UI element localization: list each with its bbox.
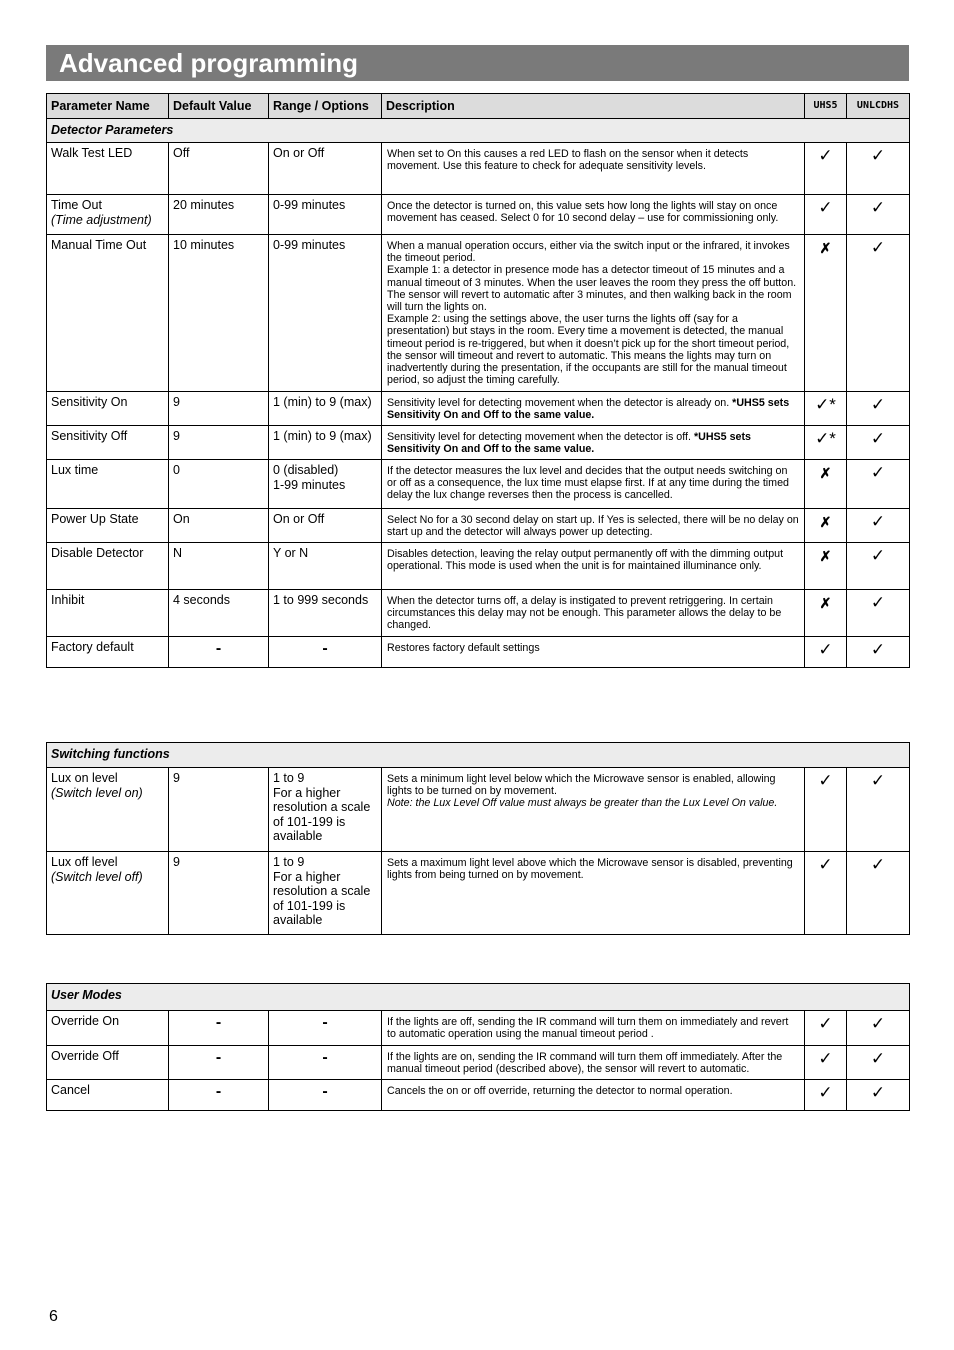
description: If the detector measures the lux level and decides that the output needs switching on or off as a consequence, the lux time must elapse first. If at any time during the timed delay the lux change reverses then the process is cancelled. (382, 460, 805, 509)
default-value: 20 minutes (169, 195, 269, 235)
default-value: On (169, 509, 269, 543)
param-subname: (Switch level off) (51, 869, 143, 884)
default-value: - (169, 1046, 269, 1080)
param-name: Inhibit (47, 590, 169, 637)
param-name: Lux off level (51, 855, 118, 869)
default-value: 9 (169, 392, 269, 426)
range-value-2: For a higher resolution a scale of 101-199 is available (273, 785, 371, 843)
description (382, 426, 805, 460)
table-row (47, 426, 910, 460)
unlcdhs-check-icon: ✓ (847, 195, 910, 235)
section-title: User Modes (47, 984, 910, 1011)
default-value: Off (169, 143, 269, 195)
uhs5-check-star-icon: ✓* (805, 392, 847, 426)
page-title: Advanced programming (46, 45, 909, 81)
description-text: Sensitivity level for detecting movement when the detector is off. (387, 431, 694, 443)
param-name: Cancel (47, 1080, 169, 1111)
param-name: Sensitivity Off (47, 426, 169, 460)
uhs5-cross-icon (805, 509, 847, 543)
param-name: Lux time (47, 460, 169, 509)
table-row (47, 590, 910, 637)
table-row (47, 637, 910, 668)
range-value: 1 to 9 (273, 771, 305, 785)
uhs5-check-star-icon: ✓* (805, 426, 847, 460)
range-cell (269, 460, 382, 509)
header-uhs5: UHS5 (805, 94, 847, 119)
page-number: 6 (49, 1308, 58, 1325)
table-row (47, 1046, 910, 1080)
uhs5-cross-icon (805, 590, 847, 637)
cross-icon: ✗ (819, 465, 832, 481)
description (382, 235, 805, 392)
uhs5-check-icon: ✓ (805, 637, 847, 668)
switching-functions-table (46, 742, 910, 935)
param-name: Lux on level (51, 771, 118, 785)
cross-icon: ✗ (819, 514, 832, 530)
description-text: Sensitivity level for detecting movement when the detector is already on. (387, 397, 733, 409)
uhs5-cross-icon (805, 460, 847, 509)
uhs5-check-icon: ✓ (805, 1080, 847, 1111)
range-value: 1 to 999 seconds (269, 590, 382, 637)
table-row (47, 460, 910, 509)
unlcdhs-check-icon: ✓ (847, 460, 910, 509)
range-cell (269, 768, 382, 852)
range-value: On or Off (269, 509, 382, 543)
param-subname: (Switch level on) (51, 785, 143, 800)
table-row (47, 1011, 910, 1046)
param-name: Override On (47, 1011, 169, 1046)
description: Select No for a 30 second delay on start up. If Yes is selected, there will be no delay on start up and the detector will always power up detecting. (382, 509, 805, 543)
param-name: Override Off (47, 1046, 169, 1080)
uhs5-check-icon: ✓ (805, 143, 847, 195)
range-value: 1 (min) to 9 (max) (269, 426, 382, 460)
param-subname: (Time adjustment) (51, 212, 152, 227)
param-name: Factory default (47, 637, 169, 668)
range-value: On or Off (269, 143, 382, 195)
range-value: - (269, 1046, 382, 1080)
default-value: - (169, 1080, 269, 1111)
description-line: When a manual operation occurs, either via the switch input or the infrared, it invokes the timeout period. (387, 240, 790, 265)
section-row (47, 984, 910, 1011)
uhs5-check-icon: ✓ (805, 195, 847, 235)
uhs5-check-icon: ✓ (805, 1011, 847, 1046)
default-value: 9 (169, 852, 269, 935)
section-row (47, 119, 910, 143)
description: Once the detector is turned on, this value sets how long the lights will stay on once movement has ceased. Select 0 for 10 second delay – use for commissioning only. (382, 195, 805, 235)
range-value: 0-99 minutes (269, 195, 382, 235)
unlcdhs-check-icon: ✓ (847, 637, 910, 668)
description: If the lights are off, sending the IR command will turn them on immediately and revert to automatic operation using the manual timeout period . (382, 1011, 805, 1046)
unlcdhs-check-icon: ✓ (847, 1011, 910, 1046)
range-value: - (269, 637, 382, 668)
range-value: 0 (disabled) (273, 463, 339, 477)
uhs5-check-icon: ✓ (805, 768, 847, 852)
param-cell (47, 852, 169, 935)
param-cell (47, 768, 169, 852)
unlcdhs-check-icon: ✓ (847, 543, 910, 590)
unlcdhs-check-icon: ✓ (847, 1046, 910, 1080)
description: Disables detection, leaving the relay output permanently off with the dimming output operational. This mode is used when the unit is for maintained illuminance only. (382, 543, 805, 590)
range-value: - (269, 1080, 382, 1111)
section-title: Switching functions (47, 743, 910, 768)
table-header-row (47, 94, 910, 119)
range-value: Y or N (269, 543, 382, 590)
cross-icon: ✗ (819, 548, 832, 564)
default-value: 9 (169, 768, 269, 852)
detector-parameters-table (46, 93, 910, 668)
description: Cancels the on or off override, returning the detector to normal operation. (382, 1080, 805, 1111)
uhs5-check-icon: ✓ (805, 1046, 847, 1080)
unlcdhs-check-icon: ✓ (847, 426, 910, 460)
uhs5-check-icon: ✓ (805, 852, 847, 935)
header-description: Description (382, 94, 805, 119)
description (382, 768, 805, 852)
description-text: Sets a minimum light level below which the Microwave sensor is enabled, allowing lights to be turned on by movement. (387, 773, 776, 798)
description-note: Note: the Lux Level Off value must always be greater than the Lux Level On value. (387, 797, 778, 810)
default-value: N (169, 543, 269, 590)
table-row (47, 852, 910, 935)
header-range-options: Range / Options (269, 94, 382, 119)
description-line: Example 1: a detector in presence mode has a detector timeout of 15 minutes and a manual timeout of 3 minutes. When the user leaves the room they press the off button. The sensor will revert to automatic after 3 minutes, and then walking back in the room will turn the lights on. (387, 264, 797, 314)
description: When the detector turns off, a delay is instigated to prevent retriggering. In certain circumstances this delay may not be enough. This parameter allows the delay to be changed. (382, 590, 805, 637)
header-parameter-name: Parameter Name (47, 94, 169, 119)
description-note: *UHS5 sets Sensitivity On and Off to the same value. (387, 397, 790, 422)
default-value: 0 (169, 460, 269, 509)
unlcdhs-check-icon: ✓ (847, 1080, 910, 1111)
range-value-2: For a higher resolution a scale of 101-199 is available (273, 869, 371, 927)
description-note: *UHS5 sets Sensitivity On and Off to the same value. (387, 431, 751, 456)
range-value-2: 1-99 minutes (273, 477, 346, 492)
table-row (47, 195, 910, 235)
default-value: 9 (169, 426, 269, 460)
table-row (47, 143, 910, 195)
default-value: - (169, 637, 269, 668)
user-modes-table (46, 983, 910, 1111)
param-cell (47, 195, 169, 235)
unlcdhs-check-icon: ✓ (847, 143, 910, 195)
unlcdhs-check-icon: ✓ (847, 392, 910, 426)
section-title: Detector Parameters (47, 119, 910, 143)
description: When set to On this causes a red LED to flash on the sensor when it detects movement. Use this feature to check for adequate sensitivity levels. (382, 143, 805, 195)
param-name: Power Up State (47, 509, 169, 543)
unlcdhs-check-icon: ✓ (847, 509, 910, 543)
table-row (47, 509, 910, 543)
description: If the lights are on, sending the IR command will turn them off immediately. After the manual timeout period (described above), the sensor will revert to automatic. (382, 1046, 805, 1080)
range-value: 1 to 9 (273, 855, 305, 869)
table-row (47, 1080, 910, 1111)
unlcdhs-check-icon: ✓ (847, 235, 910, 392)
uhs5-cross-icon (805, 543, 847, 590)
description: Restores factory default settings (382, 637, 805, 668)
uhs5-cross-icon (805, 235, 847, 392)
default-value: - (169, 1011, 269, 1046)
cross-icon: ✗ (819, 240, 832, 256)
header-unlcdhs: UNLCDHS (847, 94, 910, 119)
param-name: Time Out (51, 198, 102, 212)
range-cell (269, 852, 382, 935)
unlcdhs-check-icon: ✓ (847, 852, 910, 935)
unlcdhs-check-icon: ✓ (847, 768, 910, 852)
range-value: 1 (min) to 9 (max) (269, 392, 382, 426)
cross-icon: ✗ (819, 595, 832, 611)
table-row (47, 392, 910, 426)
param-name: Sensitivity On (47, 392, 169, 426)
default-value: 10 minutes (169, 235, 269, 392)
range-value: - (269, 1011, 382, 1046)
description-text: Sets a maximum light level above which the Microwave sensor is disabled, preventing lights from being turned on by movement. (387, 857, 793, 882)
table-row (47, 768, 910, 852)
table-row (47, 235, 910, 392)
description-line: Example 2: using the settings above, the user turns the lights off (say for a presentation) but stays in the room. Every time a movement is detected, the manual timeout period is re-triggered, but when it doesn’t pick up for the short timeout period, the sensor will timeout and revert to automatic. This means the lights may turn on inadvertently during the presentation, if the occupants are still for the manual timeout period, so adjust the timing carefully. (387, 313, 790, 387)
table-row (47, 543, 910, 590)
description (382, 852, 805, 935)
section-row (47, 743, 910, 768)
unlcdhs-check-icon: ✓ (847, 590, 910, 637)
param-name: Disable Detector (47, 543, 169, 590)
description (382, 392, 805, 426)
header-default-value: Default Value (169, 94, 269, 119)
param-name: Walk Test LED (47, 143, 169, 195)
param-name: Manual Time Out (47, 235, 169, 392)
default-value: 4 seconds (169, 590, 269, 637)
range-value: 0-99 minutes (269, 235, 382, 392)
